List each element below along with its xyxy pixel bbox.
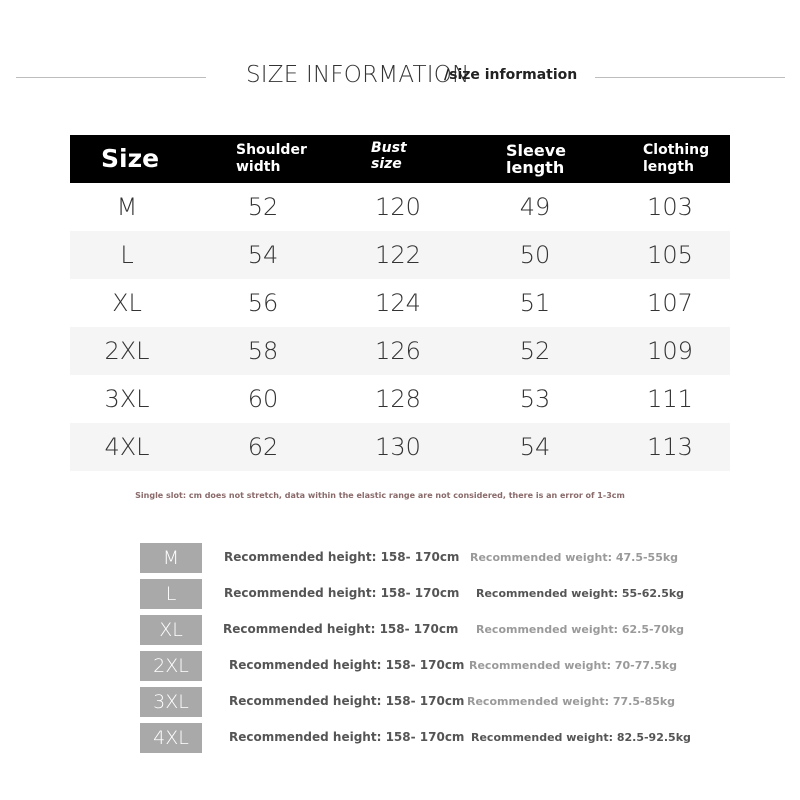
cell-bust: 128: [375, 385, 421, 413]
recommended-weight: Recommended weight: 47.5-55kg: [470, 551, 679, 564]
size-badge: 4XL: [140, 723, 202, 753]
table-row: [70, 327, 730, 375]
cell-clothing: 107: [647, 289, 693, 317]
cell-size: 3XL: [104, 385, 150, 413]
size-badge: 3XL: [140, 687, 202, 717]
recommended-weight: Recommended weight: 62.5-70kg: [476, 623, 685, 636]
recommended-weight: Recommended weight: 55-62.5kg: [476, 587, 685, 600]
recommendation-row: [140, 615, 700, 645]
cell-size: 4XL: [104, 433, 150, 461]
header-shoulder-line2: width: [236, 159, 281, 175]
cell-sleeve: 49: [519, 193, 551, 221]
recommended-height: Recommended height: 158- 170cm: [229, 694, 465, 708]
header-bust-line1: Bust: [371, 140, 407, 156]
cell-size: XL: [112, 289, 142, 317]
size-badge: 2XL: [140, 651, 202, 681]
recommendation-row: [140, 687, 700, 717]
measurement-note: Single slot: cm does not stretch, data within the elastic range are not considered, there is an error of 1-3cm: [135, 491, 625, 500]
header-clothing-line1: Clothing: [643, 142, 710, 158]
cell-sleeve: 50: [519, 241, 551, 269]
cell-sleeve: 53: [519, 385, 551, 413]
recommended-height: Recommended height: 158- 170cm: [229, 730, 465, 744]
cell-size: M: [116, 193, 138, 221]
header-bust-line2: size: [371, 156, 402, 172]
recommended-weight: Recommended weight: 82.5-92.5kg: [471, 731, 691, 744]
cell-size: L: [120, 241, 134, 269]
recommended-height: Recommended height: 158- 170cm: [224, 586, 460, 600]
cell-bust: 122: [375, 241, 421, 269]
header-sleeve-line2: length: [506, 158, 565, 177]
recommended-weight: Recommended weight: 77.5-85kg: [467, 695, 676, 708]
header-size-label: Size: [101, 144, 160, 173]
header-sleeve-length: [506, 142, 566, 176]
cell-shoulder: 58: [247, 337, 279, 365]
recommended-height: Recommended height: 158- 170cm: [229, 658, 465, 672]
recommendation-row: [140, 543, 700, 573]
cell-shoulder: 62: [247, 433, 279, 461]
cell-sleeve: 52: [519, 337, 551, 365]
page-subtitle: /size information: [444, 67, 578, 83]
cell-bust: 120: [375, 193, 421, 221]
header-clothing-length: [643, 142, 709, 176]
header-clothing-line2: length: [643, 159, 694, 175]
table-row: [70, 279, 730, 327]
cell-clothing: 111: [647, 385, 693, 413]
size-table: [70, 135, 730, 471]
cell-shoulder: 52: [247, 193, 279, 221]
header-shoulder-line1: Shoulder: [236, 142, 307, 158]
recommended-height: Recommended height: 158- 170cm: [224, 550, 460, 564]
header-divider-right: [595, 77, 785, 78]
cell-bust: 126: [375, 337, 421, 365]
header-bust-size: [371, 140, 407, 172]
recommended-height: Recommended height: 158- 170cm: [223, 622, 459, 636]
table-row: [70, 375, 730, 423]
header-sleeve-line1: Sleeve: [506, 141, 566, 160]
cell-sleeve: 51: [519, 289, 551, 317]
size-badge: L: [140, 579, 202, 609]
cell-clothing: 105: [647, 241, 693, 269]
cell-sleeve: 54: [519, 433, 551, 461]
cell-bust: 124: [375, 289, 421, 317]
size-table-header: [70, 135, 730, 183]
cell-clothing: 113: [647, 433, 693, 461]
table-row: [70, 423, 730, 471]
cell-clothing: 103: [647, 193, 693, 221]
recommendation-row: [140, 651, 700, 681]
header-size: [101, 144, 159, 174]
table-row: [70, 231, 730, 279]
cell-size: 2XL: [104, 337, 150, 365]
table-row: [70, 183, 730, 231]
recommendation-row: [140, 579, 700, 609]
cell-shoulder: 56: [247, 289, 279, 317]
cell-clothing: 109: [647, 337, 693, 365]
cell-bust: 130: [375, 433, 421, 461]
page-title: SIZE INFORMATION: [246, 62, 470, 88]
recommended-weight: Recommended weight: 70-77.5kg: [469, 659, 678, 672]
header-shoulder-width: [236, 142, 307, 176]
cell-shoulder: 54: [247, 241, 279, 269]
size-badge: M: [140, 543, 202, 573]
cell-shoulder: 60: [247, 385, 279, 413]
size-badge: XL: [140, 615, 202, 645]
recommendation-row: [140, 723, 700, 753]
header-divider-left: [16, 77, 206, 78]
